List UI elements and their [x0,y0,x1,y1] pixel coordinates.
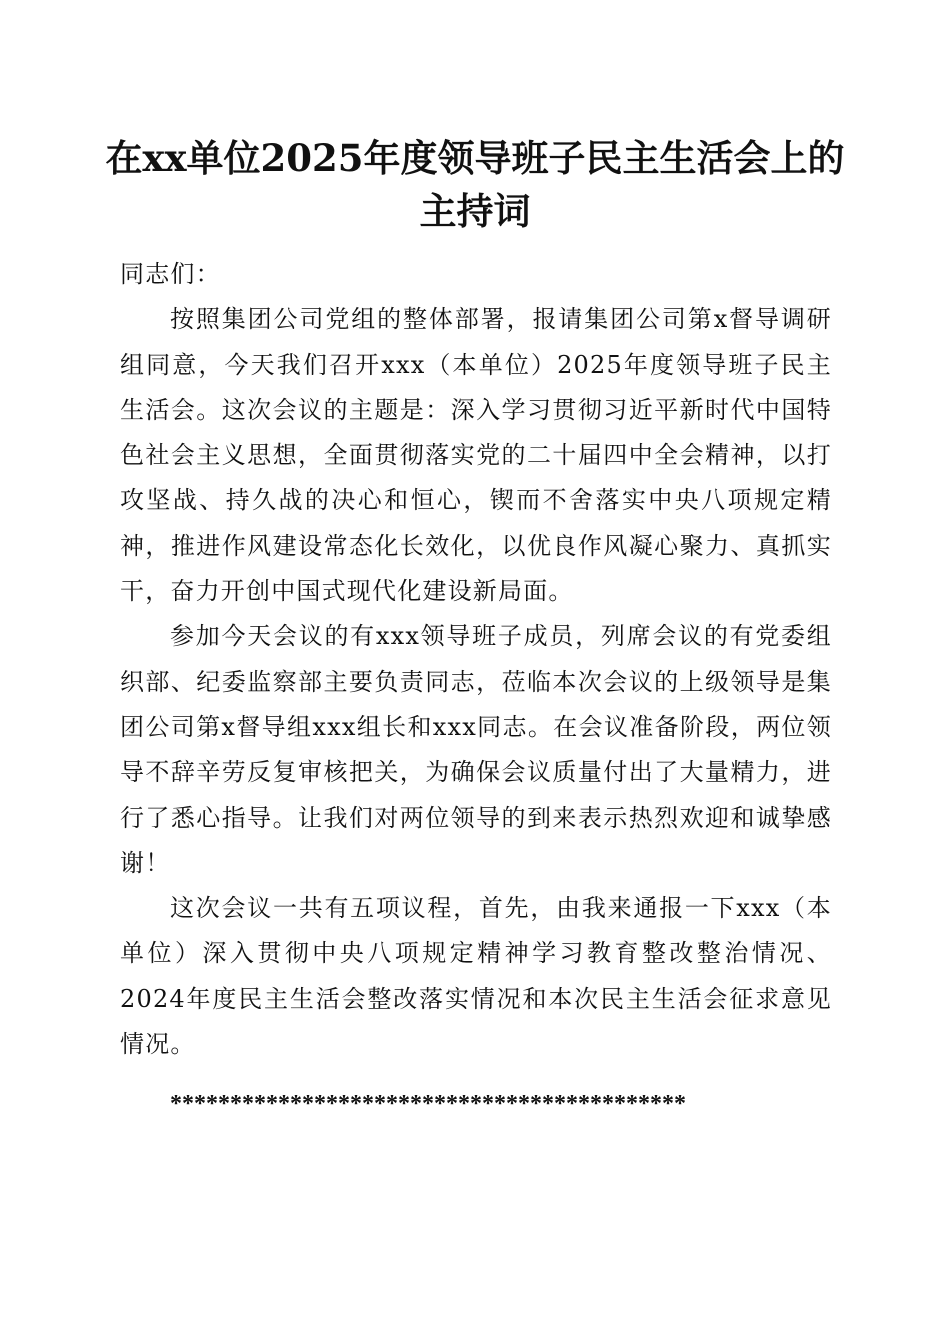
salutation: 同志们： [120,260,221,288]
asterisk-divider: ******************************************* [170,1091,686,1117]
title-line-2: 主持词 [419,189,531,233]
paragraph-1: 按照集团公司党组的整体部署，报请集团公司第x督导调研组同意，今天我们召开xxx（本单位）2025年度领导班子民主生活会。这次会议的主题是：深入学习贯彻习近平新时代中国特色社会主义思想，全面贯彻落实党的二十届四中全会精神，以打攻坚战、持久战的决心和恒心，锲而不舍落实中央八项规定精神，推进作风建设常态化长效化，以优良作风凝心聚力、真抓实干，奋力开创中国式现代化建设新局面。 [120,305,832,606]
paragraph-3: 这次会议一共有五项议程，首先，由我来通报一下xxx（本单位）深入贯彻中央八项规定精神学习教育整改整治情况、2024年度民主生活会整改落实情况和本次民主生活会征求意见情况。 [120,894,832,1059]
paragraph-2: 参加今天会议的有xxx领导班子成员，列席会议的有党委组织部、纪委监察部主要负责同志，莅临本次会议的上级领导是集团公司第x督导组xxx组长和xxx同志。在会议准备阶段，两位领导不辞辛劳反复审核把关，为确保会议质量付出了大量精力，进行了悉心指导。让我们对两位领导的到来表示热烈欢迎和诚挚感谢！ [120,622,832,877]
document-title [100,132,850,238]
document-body [120,252,832,1067]
title-line-1: 在xx单位2025年度领导班子民主生活会上的 [105,136,845,180]
